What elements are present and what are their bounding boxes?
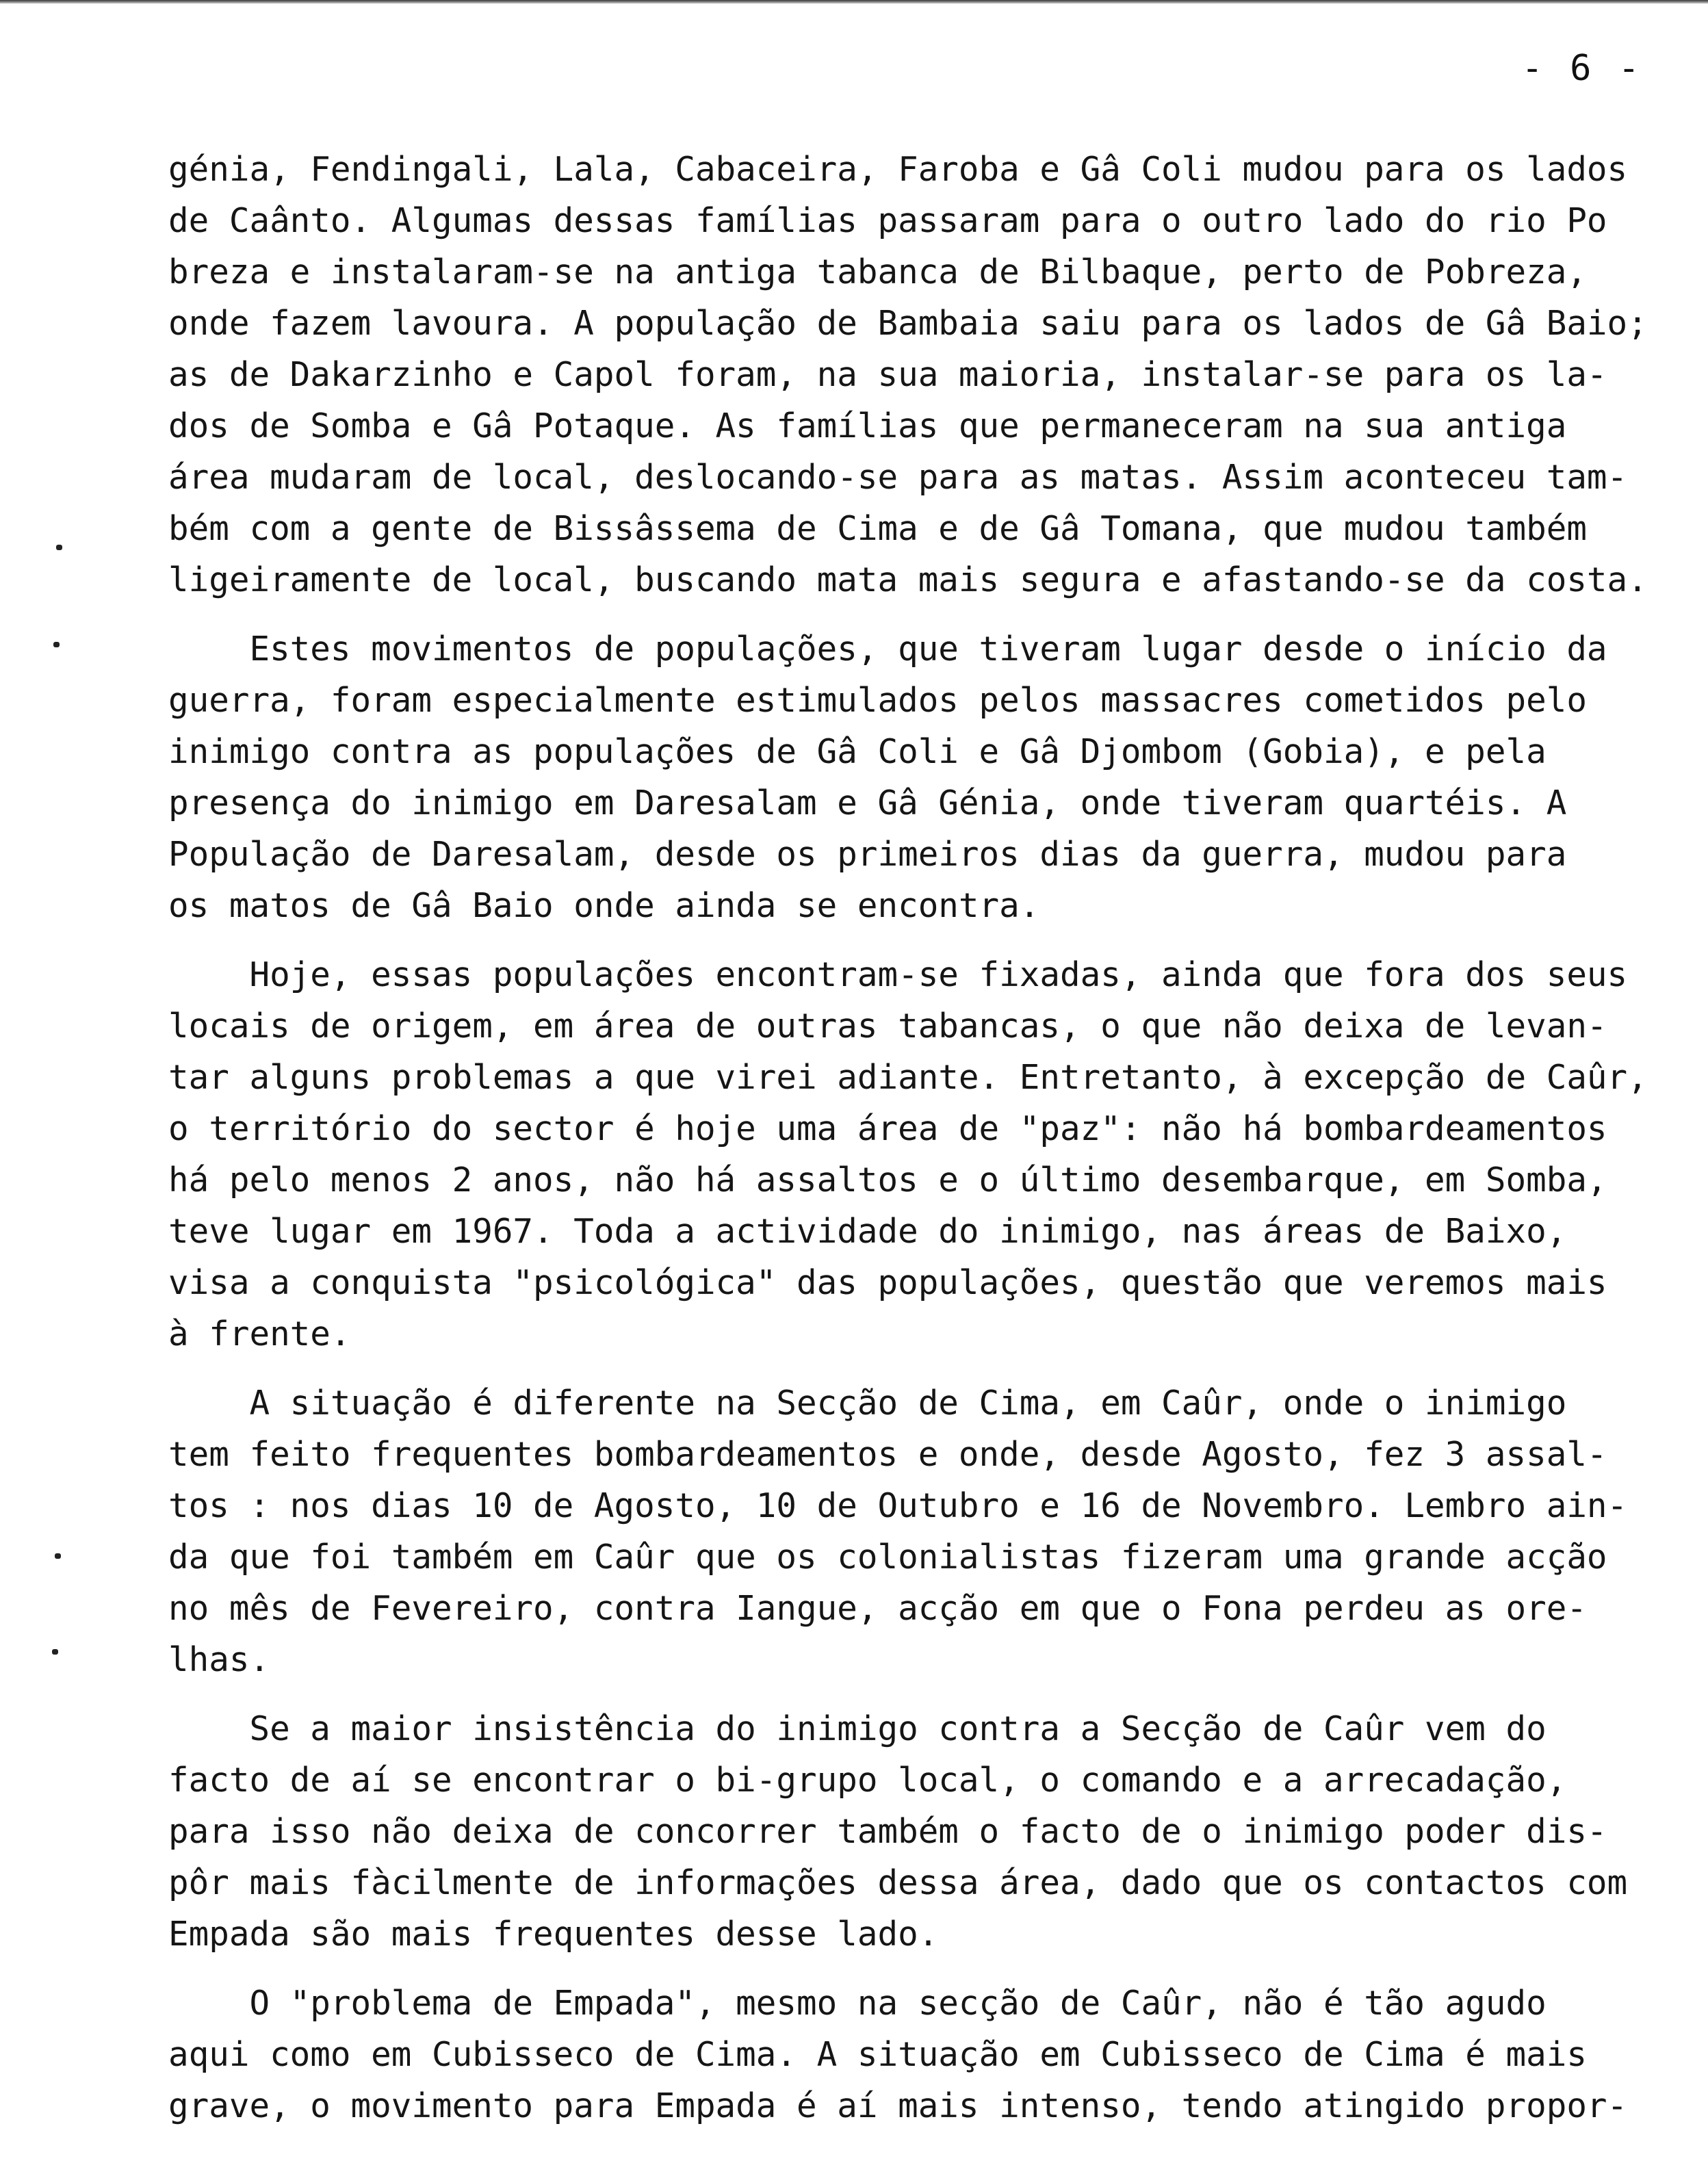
paragraph-gap [168, 606, 1694, 623]
text-line: pôr mais fàcilmente de informações dessa área, dado que os contactos com [168, 1863, 1628, 1902]
text-line: inimigo contra as populações de Gâ Coli e Gâ Djombom (Gobia), e pela [168, 731, 1547, 771]
text-line: os matos de Gâ Baio onde ainda se encontra. [168, 885, 1040, 925]
text-line: facto de aí se encontrar o bi-grupo local, o comando e a arrecadação, [168, 1760, 1567, 1800]
text-line: Estes movimentos de populações, que tiveram lugar desde o início da [168, 629, 1607, 669]
text-line: bém com a gente de Bissâssema de Cima e de Gâ Tomana, que mudou também [168, 508, 1587, 548]
paragraph [168, 949, 1694, 1360]
document-body [168, 144, 1694, 2132]
page-top-edge [0, 0, 1708, 4]
text-line: da que foi também em Caûr que os colonialistas fizeram uma grande acção [168, 1537, 1607, 1577]
text-line: População de Daresalam, desde os primeiros dias da guerra, mudou para [168, 834, 1567, 874]
paragraph [168, 144, 1694, 606]
text-line: breza e instalaram-se na antiga tabanca de Bilbaque, perto de Pobreza, [168, 252, 1587, 292]
text-line: dos de Somba e Gâ Potaque. As famílias que permaneceram na sua antiga [168, 406, 1567, 445]
paragraph [168, 1377, 1694, 1685]
text-line: O "problema de Empada", mesmo na secção de Caûr, não é tão agudo [168, 1983, 1547, 2023]
text-line: à frente. [168, 1314, 351, 1353]
paragraph-gap [168, 1960, 1694, 1978]
paragraph-gap [168, 1685, 1694, 1703]
paragraph [168, 623, 1694, 931]
margin-speck [56, 545, 62, 550]
text-line: as de Dakarzinho e Capol foram, na sua maioria, instalar-se para os la- [168, 354, 1607, 394]
paragraph-gap [168, 931, 1694, 949]
text-line: tar alguns problemas a que virei adiante. Entretanto, à excepção de Caûr, [168, 1057, 1648, 1097]
text-line: Se a maior insistência do inimigo contra a Secção de Caûr vem do [168, 1709, 1547, 1748]
text-line: o território do sector é hoje uma área de "paz": não há bombardeamentos [168, 1109, 1607, 1148]
text-line: ligeiramente de local, buscando mata mais segura e afastando-se da costa. [168, 560, 1648, 599]
margin-speck [52, 1649, 58, 1655]
text-line: há pelo menos 2 anos, não há assaltos e o último desembarque, em Somba, [168, 1160, 1607, 1200]
text-line: tos : nos dias 10 de Agosto, 10 de Outubro e 16 de Novembro. Lembro ain- [168, 1486, 1628, 1525]
paragraph [168, 1978, 1694, 2132]
text-line: lhas. [168, 1640, 270, 1679]
text-line: A situação é diferente na Secção de Cima, em Caûr, onde o inimigo [168, 1383, 1567, 1423]
text-line: locais de origem, em área de outras tabancas, o que não deixa de levan- [168, 1006, 1607, 1046]
text-line: génia, Fendingali, Lala, Cabaceira, Faroba e Gâ Coli mudou para os lados [168, 149, 1628, 189]
text-line: área mudaram de local, deslocando-se para as matas. Assim aconteceu tam- [168, 457, 1628, 497]
text-line: aqui como em Cubisseco de Cima. A situação em Cubisseco de Cima é mais [168, 2034, 1587, 2074]
text-line: onde fazem lavoura. A população de Bambaia saiu para os lados de Gâ Baio; [168, 303, 1648, 343]
text-line: para isso não deixa de concorrer também o facto de o inimigo poder dis- [168, 1811, 1607, 1851]
text-line: no mês de Fevereiro, contra Iangue, acção em que o Fona perdeu as ore- [168, 1588, 1587, 1628]
text-line: teve lugar em 1967. Toda a actividade do inimigo, nas áreas de Baixo, [168, 1211, 1567, 1251]
text-line: presença do inimigo em Daresalam e Gâ Génia, onde tiveram quartéis. A [168, 783, 1567, 823]
text-line: grave, o movimento para Empada é aí mais intenso, tendo atingido propor- [168, 2086, 1628, 2125]
paragraph [168, 1703, 1694, 1960]
text-line: guerra, foram especialmente estimulados pelos massacres cometidos pelo [168, 680, 1587, 720]
text-line: visa a conquista "psicológica" das populações, questão que veremos mais [168, 1262, 1607, 1302]
page-number: - 6 - [1521, 48, 1642, 89]
margin-speck [55, 1553, 61, 1559]
text-line: Hoje, essas populações encontram-se fixadas, ainda que fora dos seus [168, 955, 1628, 994]
text-line: de Caânto. Algumas dessas famílias passaram para o outro lado do rio Po [168, 200, 1607, 240]
text-line: Empada são mais frequentes desse lado. [168, 1914, 939, 1954]
margin-speck [53, 642, 60, 647]
paragraph-gap [168, 1360, 1694, 1377]
text-line: tem feito frequentes bombardeamentos e onde, desde Agosto, fez 3 assal- [168, 1434, 1607, 1474]
